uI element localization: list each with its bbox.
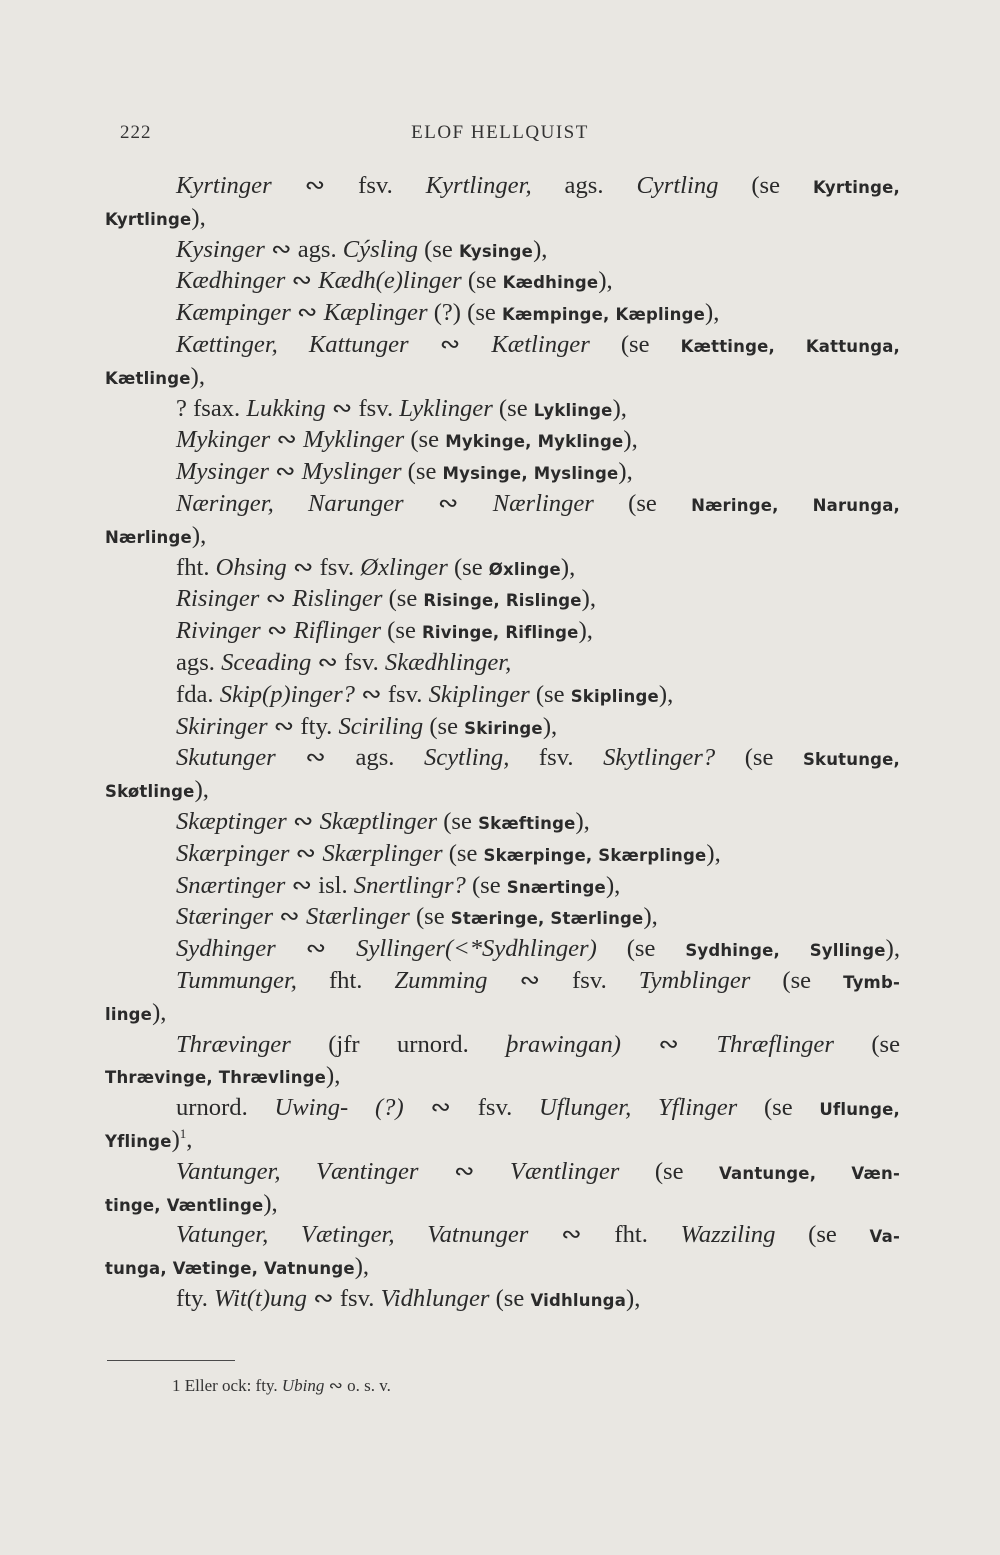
word-form: Snertlingr? xyxy=(353,871,466,899)
place-name: Mysinge, Myslinge xyxy=(442,464,619,484)
text-line xyxy=(105,997,900,1029)
text-run: ), xyxy=(623,426,638,454)
word-form: Snærtinger xyxy=(176,871,286,899)
word-form: Scytling, xyxy=(423,744,510,772)
text-run: (se xyxy=(417,235,459,263)
word-form: Sciriling xyxy=(338,712,424,740)
text-line xyxy=(105,329,900,361)
text-run: ), xyxy=(643,903,658,931)
word-form: Skærpinger xyxy=(176,839,290,867)
text-line xyxy=(105,965,900,997)
word-form: Cýsling xyxy=(342,235,418,263)
word-form: Cyrtling xyxy=(636,172,719,199)
text-run: ), xyxy=(618,458,633,486)
text-run: ∾ xyxy=(273,903,306,931)
text-run: ∾ fsv. xyxy=(311,648,385,676)
text-run: ags. xyxy=(176,648,222,676)
text-line xyxy=(105,1124,900,1156)
text-run: ∾ xyxy=(268,458,302,486)
text-run: ∾ xyxy=(418,1157,511,1185)
word-form: Skæptlinger xyxy=(319,807,438,835)
text-line xyxy=(105,456,900,488)
text-run: ∾ xyxy=(408,330,492,358)
text-line xyxy=(105,1188,900,1220)
text-line xyxy=(105,361,900,393)
word-form: Myslinger xyxy=(301,458,402,486)
text-run: (se xyxy=(461,267,503,295)
text-run: (se xyxy=(489,1284,531,1312)
text-line xyxy=(105,1283,900,1315)
word-form: Zumming xyxy=(394,966,488,994)
text-run: ), xyxy=(598,267,613,295)
text-line xyxy=(105,933,900,965)
word-form: Øxlinger xyxy=(360,553,448,581)
word-form: Thrævinger xyxy=(176,1030,291,1058)
place-name: Skiringe xyxy=(464,718,543,738)
text-run: ), xyxy=(533,235,548,263)
place-name: Stæringe, Stærlinge xyxy=(450,909,644,929)
text-line xyxy=(105,552,900,584)
word-form: Mykinger xyxy=(176,426,271,454)
word-form: Skutunger xyxy=(176,744,276,772)
place-name: Tymb- xyxy=(843,972,900,992)
text-run: ), xyxy=(263,1189,278,1217)
text-line xyxy=(105,838,900,870)
word-form: Tummunger, xyxy=(176,966,297,994)
text-run: ), xyxy=(705,299,720,327)
text-line xyxy=(105,742,900,774)
place-name: Skiplinge xyxy=(570,686,659,706)
text-run: fht. xyxy=(176,553,216,581)
text-run: (se xyxy=(442,839,484,867)
text-run: (se xyxy=(409,903,451,931)
place-name: Næringe, Narunga, xyxy=(691,495,901,515)
word-form: Kædh(e)linger xyxy=(318,267,462,295)
place-name: Lyklinge xyxy=(533,400,613,420)
text-run: ), xyxy=(190,362,205,390)
text-line xyxy=(105,901,900,933)
text-run: ∾ xyxy=(403,489,493,517)
text-run: ∾ ags. xyxy=(264,235,343,263)
text-run: ), xyxy=(706,839,721,867)
body-text xyxy=(105,170,900,1315)
word-form: Lukking xyxy=(246,394,326,422)
word-form: Stærlinger xyxy=(305,903,410,931)
word-form: Skærplinger xyxy=(322,839,443,867)
word-form: Nærlinger xyxy=(492,489,594,517)
place-name: linge xyxy=(105,1004,153,1024)
word-form: Kæmpinger xyxy=(176,299,291,327)
text-run: 1 Eller ock: fty. xyxy=(172,1376,282,1395)
text-run: ), xyxy=(626,1284,641,1312)
text-run: (se xyxy=(492,394,534,422)
word-form: Riflinger xyxy=(293,617,382,645)
word-form: Skiplinger xyxy=(428,680,530,708)
place-name: Kætlinge xyxy=(105,368,191,388)
place-name: tunga, Vætinge, Vatnunge xyxy=(105,1259,355,1279)
text-run: ∾ fsv. xyxy=(325,394,400,422)
word-form: Kædhinger xyxy=(176,267,286,295)
word-form: Kysinger xyxy=(176,235,265,263)
text-run: ), xyxy=(354,1253,370,1281)
word-form: Sydhinger xyxy=(176,935,276,963)
text-line xyxy=(105,615,900,647)
word-form: Sceading xyxy=(221,648,312,676)
text-line xyxy=(105,488,900,520)
word-form: Stæringer xyxy=(176,903,274,931)
text-run: (se xyxy=(423,712,465,740)
word-form: Skytlinger? xyxy=(603,744,716,772)
place-name: Kysinge xyxy=(458,241,534,261)
word-form: Tymblinger xyxy=(638,966,751,994)
word-form: Syllinger(<*Sydhlinger) xyxy=(356,935,597,963)
word-form: Ubing xyxy=(281,1376,325,1395)
text-run: , xyxy=(186,1125,193,1153)
text-run: ∾ xyxy=(289,839,323,867)
text-line xyxy=(105,647,900,679)
text-run: ∾ fht. xyxy=(528,1221,681,1249)
word-form: Risinger xyxy=(176,585,260,613)
text-run: ∾ o. s. v. xyxy=(324,1376,391,1395)
word-form: Wazziling xyxy=(680,1221,776,1249)
text-run: (se xyxy=(381,617,423,645)
place-name: Vantunge, Væn- xyxy=(718,1163,900,1183)
text-run: (se xyxy=(382,585,424,613)
text-run: ∾ ags. xyxy=(275,744,424,772)
text-run: ), xyxy=(885,935,900,963)
place-name: Snærtinge xyxy=(506,877,606,897)
text-run: ∾ fsv. xyxy=(271,172,426,199)
word-form: Vidhlunger xyxy=(380,1284,490,1312)
text-line xyxy=(105,1219,900,1251)
footnote-marker: 1 xyxy=(179,1125,187,1141)
place-name: Skutunge, xyxy=(802,750,901,770)
text-run: ), xyxy=(191,521,207,549)
text-run: ∾ xyxy=(285,267,319,295)
text-run: fht. xyxy=(296,966,395,994)
text-run: urnord. xyxy=(176,1094,275,1122)
text-run: (se xyxy=(775,1221,870,1249)
text-line xyxy=(105,870,900,902)
word-form: Lyklinger xyxy=(399,394,493,422)
word-form: Kyrtlinger, xyxy=(425,172,532,199)
text-run: (se xyxy=(833,1030,900,1058)
text-line xyxy=(105,711,900,743)
word-form: Rivinger xyxy=(176,617,261,645)
text-line xyxy=(105,393,900,425)
word-form: Vatunger, Vætinger, Vatnunger xyxy=(176,1221,529,1249)
text-run: ∾ xyxy=(270,426,304,454)
text-run: ∾ fsv. xyxy=(487,966,639,994)
footnote xyxy=(172,1376,391,1396)
word-form: Uwing- (?) xyxy=(274,1094,404,1122)
text-line xyxy=(105,202,900,234)
text-line xyxy=(105,424,900,456)
text-run: ), xyxy=(326,1062,341,1090)
text-run: ), xyxy=(612,394,627,422)
text-run: ∾ fsv. xyxy=(403,1094,540,1122)
text-line xyxy=(105,265,900,297)
text-run: (?) (se xyxy=(427,299,502,327)
text-run: ), xyxy=(581,585,597,613)
place-name: Va- xyxy=(869,1227,900,1247)
text-run: (se xyxy=(437,807,479,835)
text-run: ∾ xyxy=(286,807,320,835)
place-name: Yflinge xyxy=(105,1131,172,1151)
word-form: Rislinger xyxy=(292,585,383,613)
text-line xyxy=(105,583,900,615)
place-name: tinge, Væntlinge xyxy=(105,1195,264,1215)
place-name: Risinge, Rislinge xyxy=(423,591,582,611)
text-run: fda. xyxy=(176,680,220,708)
text-run: (jfr urnord. xyxy=(290,1030,507,1058)
text-run: (se xyxy=(447,553,489,581)
page-number: 222 xyxy=(120,122,152,143)
word-form: Mysinger xyxy=(176,458,269,486)
text-run: ∾ xyxy=(290,299,324,327)
text-run: ∾ xyxy=(260,617,294,645)
text-run: (se xyxy=(589,330,681,358)
place-name: Rivinge, Riflinge xyxy=(422,623,579,643)
text-run: ), xyxy=(578,617,593,645)
text-line xyxy=(105,679,900,711)
header-title: ELOF HELLQUIST xyxy=(411,122,589,143)
text-run: (se xyxy=(465,871,507,899)
place-name: Nærlinge xyxy=(105,527,192,547)
text-line xyxy=(105,1251,900,1283)
text-run: (se xyxy=(715,744,803,772)
text-line xyxy=(105,520,900,552)
word-form: Kættinger, Kattunger xyxy=(176,330,409,358)
text-run: ), xyxy=(658,680,674,708)
text-run: ∾ fsv. xyxy=(286,553,361,581)
text-run: ∾ fsv. xyxy=(354,680,429,708)
text-line xyxy=(105,1060,900,1092)
word-form: Thræflinger xyxy=(716,1030,834,1058)
text-line xyxy=(105,234,900,266)
word-form: þrawingan) xyxy=(506,1030,621,1058)
word-form: Myklinger xyxy=(303,426,405,454)
word-form: Kæplinger xyxy=(323,299,428,327)
word-form: Skip(p)inger? xyxy=(219,680,355,708)
place-name: Uflunge, xyxy=(819,1100,900,1120)
text-run: ), xyxy=(191,203,206,231)
text-run: ? fsax. xyxy=(176,394,247,422)
place-name: Mykinge, Myklinge xyxy=(445,432,624,452)
text-run: ) xyxy=(171,1125,180,1153)
place-name: Vidhlunga xyxy=(530,1290,627,1310)
footnote-rule xyxy=(107,1360,235,1361)
running-head xyxy=(0,122,1000,152)
text-run: (se xyxy=(596,935,686,963)
text-run: ), xyxy=(542,712,558,740)
text-line xyxy=(105,170,900,202)
place-name: Skæftinge xyxy=(478,813,576,833)
word-form: Væntlinger xyxy=(510,1157,620,1185)
word-form: Ohsing xyxy=(215,553,287,581)
text-run: (se xyxy=(593,489,692,517)
word-form: Wit(t)ung xyxy=(214,1284,307,1312)
place-name: Øxlinge xyxy=(488,559,561,579)
text-run: (se xyxy=(619,1157,719,1185)
text-run: (se xyxy=(718,172,813,199)
text-run: ), xyxy=(194,776,209,804)
place-name: Kættinge, Kattunga, xyxy=(680,336,901,356)
place-name: Kædhinge xyxy=(502,273,599,293)
place-name: Thrævinge, Thrævlinge xyxy=(105,1068,327,1088)
word-form: Næringer, Narunger xyxy=(176,489,404,517)
text-run: fsv. xyxy=(509,744,604,772)
text-run: ∾ xyxy=(275,935,357,963)
text-run: ), xyxy=(560,553,576,581)
text-run: (se xyxy=(404,426,446,454)
text-run: ), xyxy=(152,998,167,1026)
text-line xyxy=(105,1156,900,1188)
text-run: ∾ xyxy=(620,1030,717,1058)
place-name: Kæmpinge, Kæplinge xyxy=(501,305,706,325)
text-run: ∾ fsv. xyxy=(306,1284,381,1312)
word-form: Skædhlinger, xyxy=(384,648,512,676)
word-form: Uflunger, Yflinger xyxy=(539,1094,738,1122)
place-name: Skærpinge, Skærplinge xyxy=(483,845,707,865)
word-form: Kyrtinger xyxy=(176,172,272,199)
text-run: ), xyxy=(575,807,590,835)
place-name: Kyrtinge, xyxy=(813,178,900,197)
text-run: ), xyxy=(605,871,621,899)
word-form: Skæptinger xyxy=(176,807,287,835)
text-run: ∾ fty. xyxy=(267,712,339,740)
place-name: Sydhinge, Syllinge xyxy=(685,941,886,961)
word-form: Vantunger, Væntinger xyxy=(176,1157,419,1185)
place-name: Kyrtlinge xyxy=(105,209,192,229)
text-run: (se xyxy=(401,458,443,486)
text-line xyxy=(105,297,900,329)
text-run: fty. xyxy=(176,1284,215,1312)
text-run: (se xyxy=(737,1094,820,1122)
text-line xyxy=(105,774,900,806)
word-form: Kætlinger xyxy=(491,330,590,358)
word-form: Skiringer xyxy=(176,712,268,740)
text-line xyxy=(105,1029,900,1061)
text-run: (se xyxy=(750,966,844,994)
text-run: ags. xyxy=(531,172,637,199)
text-run: ∾ isl. xyxy=(285,871,354,899)
text-run: ∾ xyxy=(259,585,293,613)
text-run: (se xyxy=(529,680,571,708)
place-name: Skøtlinge xyxy=(105,782,195,802)
text-line xyxy=(105,1092,900,1124)
text-line xyxy=(105,806,900,838)
